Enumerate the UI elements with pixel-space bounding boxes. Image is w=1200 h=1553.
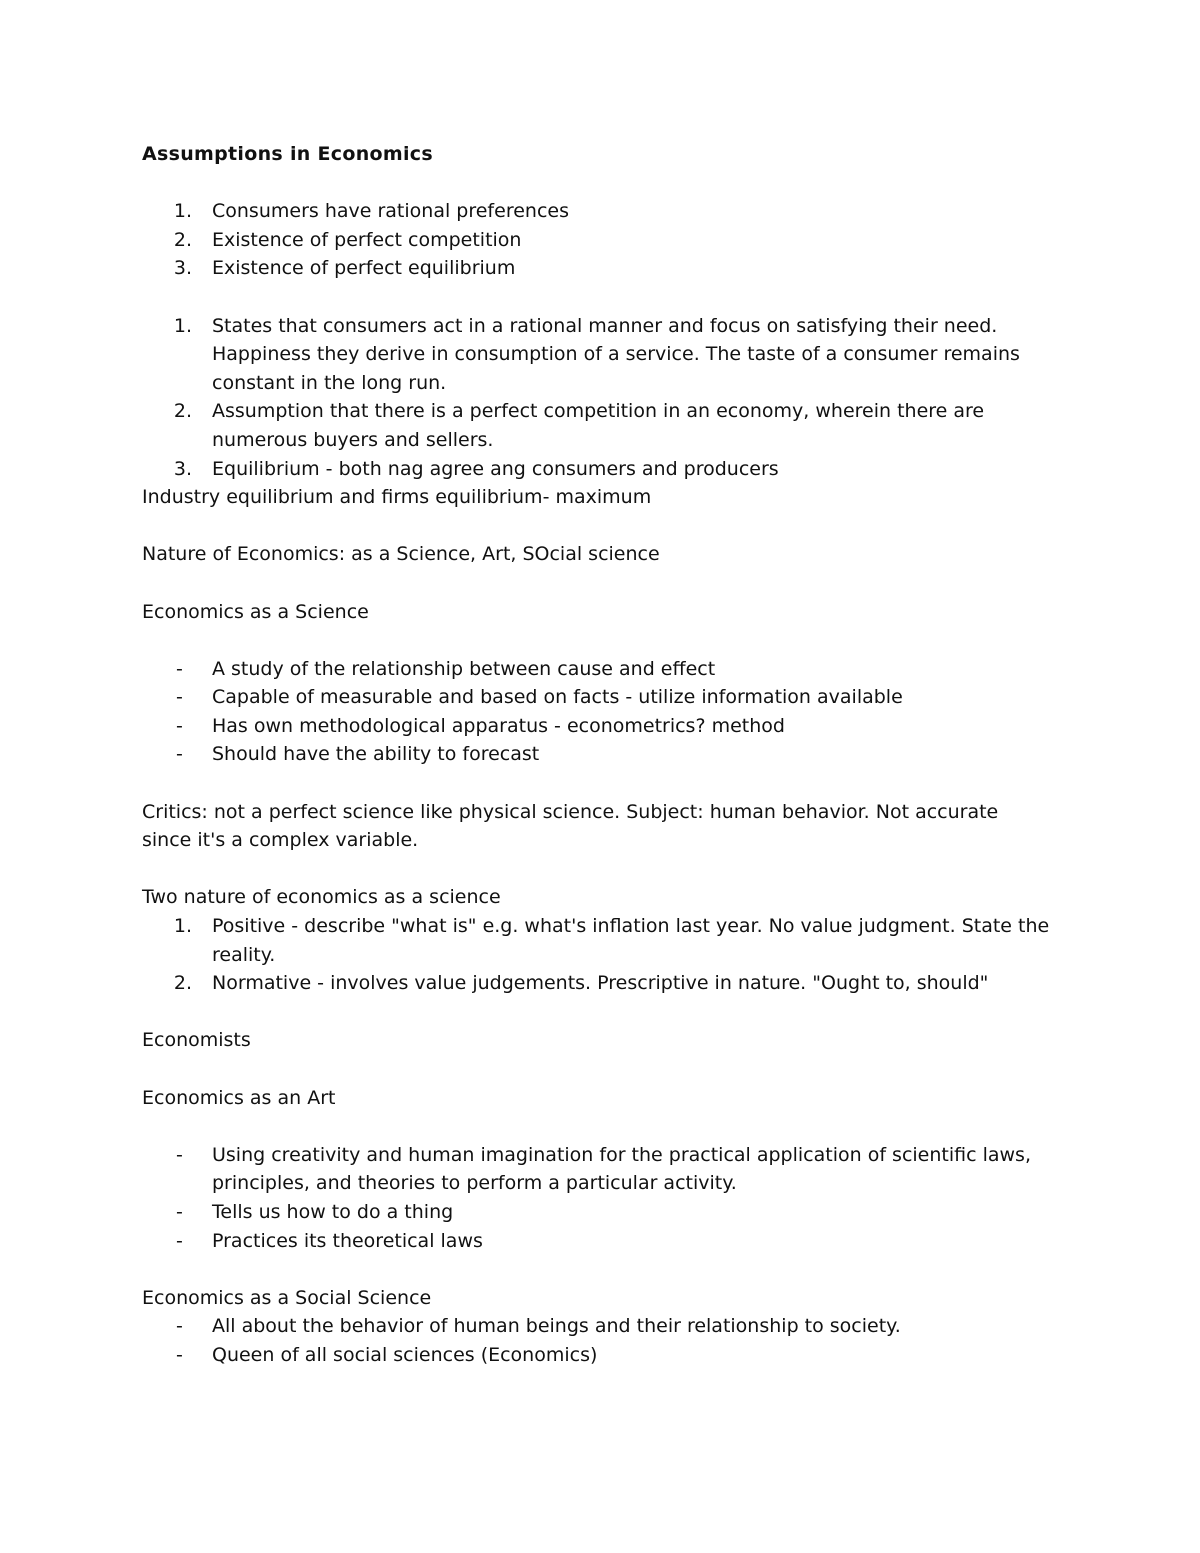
list-item	[142, 969, 1052, 998]
dash-bullet: -	[176, 1343, 183, 1366]
spacer	[142, 1112, 1052, 1141]
list-item-text: Positive - describe "what is" e.g. what's inflation last year. No value judgment. State the reality.	[212, 915, 1050, 966]
list-item	[142, 1141, 1052, 1198]
list-item	[142, 197, 1052, 226]
list-number: 2.	[173, 228, 192, 251]
list-item-text: A study of the relationship between cause and effect	[212, 657, 716, 680]
industry-line: Industry equilibrium and firms equilibrium- maximum	[142, 486, 652, 509]
spacer	[142, 283, 1052, 312]
spacer	[142, 1255, 1052, 1284]
critics-paragraph: Critics: not a perfect science like physical science. Subject: human behavior. Not accurate since it's a complex variable.	[142, 800, 999, 852]
spacer	[142, 512, 1052, 541]
social-list	[142, 1312, 1052, 1369]
list-item-text: All about the behavior of human beings and their relationship to society.	[212, 1315, 901, 1338]
spacer	[142, 855, 1052, 884]
dash-bullet: -	[176, 1143, 183, 1166]
nature-line: Nature of Economics: as a Science, Art, SOcial science	[142, 543, 660, 566]
spacer	[142, 569, 1052, 598]
list-item	[142, 397, 1052, 454]
list-item-text: Practices its theoretical laws	[212, 1229, 483, 1252]
dash-bullet: -	[176, 743, 183, 766]
dash-bullet: -	[176, 714, 183, 737]
list-item-text: Assumption that there is a perfect competition in an economy, wherein there are numerous buyers and sellers.	[212, 400, 985, 451]
list-item	[142, 712, 1052, 741]
list-number: 3.	[173, 257, 192, 280]
list-item	[142, 683, 1052, 712]
social-heading: Economics as a Social Science	[142, 1286, 432, 1309]
list-item	[142, 312, 1052, 398]
list-item	[142, 740, 1052, 769]
list-item	[142, 1341, 1052, 1370]
art-list	[142, 1141, 1052, 1255]
list-item-text: Equilibrium - both nag agree ang consumers and producers	[212, 457, 779, 480]
list-number: 1.	[173, 314, 192, 337]
art-heading: Economics as an Art	[142, 1086, 336, 1109]
list-item	[142, 912, 1052, 969]
spacer	[142, 626, 1052, 655]
list-item-text: Should have the ability to forecast	[212, 743, 540, 766]
list-item-text: Normative - involves value judgements. Prescriptive in nature. "Ought to, should"	[212, 972, 989, 995]
list-item-text: Existence of perfect competition	[212, 228, 522, 251]
dash-bullet: -	[176, 657, 183, 680]
list-number: 3.	[173, 457, 192, 480]
list-item	[142, 1312, 1052, 1341]
spacer	[142, 998, 1052, 1027]
list-number: 1.	[173, 915, 192, 938]
spacer	[142, 769, 1052, 798]
list-number: 2.	[173, 972, 192, 995]
list-item	[142, 1198, 1052, 1227]
dash-bullet: -	[176, 686, 183, 709]
list-item-text: States that consumers act in a rational manner and focus on satisfying their need. Happiness they derive in consumption of a service. The taste of a consumer remains constant in the long run.	[212, 314, 1020, 394]
dash-bullet: -	[176, 1229, 183, 1252]
list-item	[142, 254, 1052, 283]
science-list	[142, 655, 1052, 769]
list-item	[142, 655, 1052, 684]
spacer	[142, 169, 1052, 198]
document-title: Assumptions in Economics	[142, 143, 433, 165]
dash-bullet: -	[176, 1200, 183, 1223]
two-nature-heading: Two nature of economics as a science	[142, 886, 501, 909]
document-page	[142, 140, 1052, 1370]
list-item-text: Existence of perfect equilibrium	[212, 257, 516, 280]
list-item-text: Consumers have rational preferences	[212, 200, 569, 223]
list-item-text: Has own methodological apparatus - econometrics? method	[212, 714, 785, 737]
list-item	[142, 1227, 1052, 1256]
science-heading: Economics as a Science	[142, 600, 369, 623]
list-item-text: Queen of all social sciences (Economics)	[212, 1343, 598, 1366]
dash-bullet: -	[176, 1315, 183, 1338]
list-number: 1.	[173, 200, 192, 223]
economists-line: Economists	[142, 1029, 251, 1052]
list-item	[142, 226, 1052, 255]
list-number: 2.	[173, 400, 192, 423]
two-nature-list	[142, 912, 1052, 998]
list-item-text: Tells us how to do a thing	[212, 1200, 454, 1223]
spacer	[142, 1055, 1052, 1084]
assumptions-list	[142, 197, 1052, 283]
list-item-text: Using creativity and human imagination for the practical application of scientific laws, principles, and theories to perform a particular activity.	[212, 1143, 1031, 1195]
explanations-list	[142, 312, 1052, 484]
list-item	[142, 455, 1052, 484]
list-item-text: Capable of measurable and based on facts - utilize information available	[212, 686, 903, 709]
